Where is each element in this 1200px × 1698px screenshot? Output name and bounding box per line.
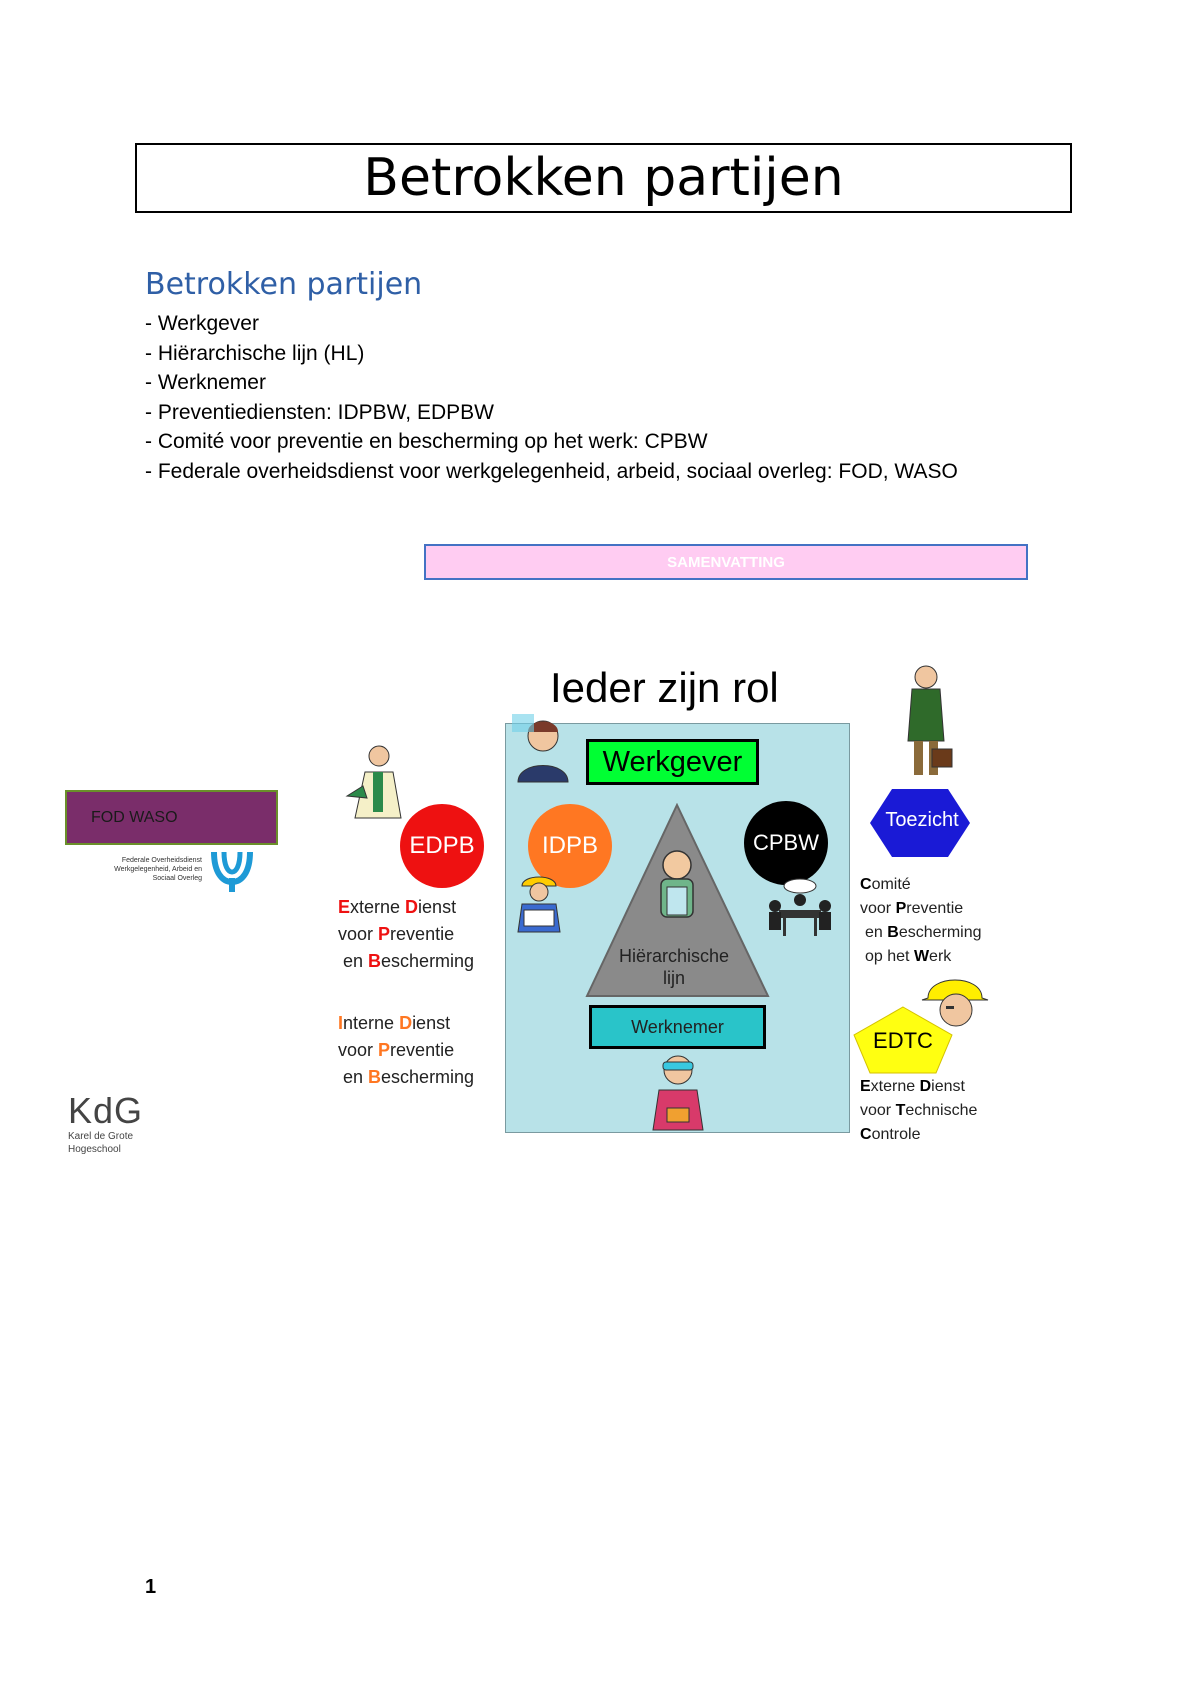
page-title-box [135,143,1072,213]
list-item: - Preventiediensten: IDPBW, EDPBW [145,398,958,428]
page-title: Betrokken partijen [363,148,844,208]
kdg-line1: Karel de Grote [68,1131,134,1142]
cpbw-circle: CPBW [744,801,828,885]
diagram-title: Ieder zijn rol [550,664,779,711]
hierarchy-label: Hiërarchische lijn [618,946,730,988]
fod-logo-text: Federale Overheidsdienst Werkgelegenheid, Arbeid en Sociaal Overleg [114,857,202,882]
idpb-figure-icon [512,872,566,934]
werknemer-box: Werknemer [589,1005,766,1049]
cpbw-description: Comité voor Preventie en Bescherming op het Werk [860,876,982,965]
section-heading: Betrokken partijen [145,267,423,302]
fod-waso-label: FOD WASO [91,808,178,826]
list-item: - Comité voor preventie en bescherming op het werk: CPBW [145,427,958,457]
summary-bar-label: SAMENVATTING [667,553,785,571]
edtc-label: EDTC [873,1028,933,1053]
summary-bar[interactable] [424,544,1028,580]
list-item: - Hiërarchische lijn (HL) [145,339,958,369]
idpb-description: Interne Dienst voor Preventie en Bescherming [338,1013,475,1087]
worker-figure-icon [647,1050,709,1132]
kdg-line2: Hogeschool [68,1144,121,1155]
list-item: - Federale overheidsdienst voor werkgelegenheid, arbeid, sociaal overleg: FOD, WASO [145,457,958,487]
kdg-mark: KdG [68,1090,144,1131]
toezicht-label: Toezicht [885,809,959,831]
fod-logo [92,848,262,894]
fod-emblem-icon [208,848,256,894]
cpbw-meeting-icon [765,876,835,938]
fod-waso-box [65,790,278,845]
werkgever-box: Werkgever [586,739,759,785]
list-item: - Werknemer [145,368,958,398]
edtc-worker-icon [920,972,992,1034]
parties-list [145,309,958,486]
list-item: - Werkgever [145,309,958,339]
inspector-figure-icon [898,663,954,783]
edtc-description: Externe Dienst voor Technische Controle [860,1078,978,1143]
edpb-description: Externe Dienst voor Preventie en Bescherming [338,897,475,971]
edpb-circle: EDPB [400,804,484,888]
page-number: 1 [145,1576,157,1598]
edpb-figure-icon [343,742,405,820]
kdg-logo [68,1090,158,1163]
idpb-circle: IDPB [528,804,612,888]
employer-figure-icon [512,712,574,784]
